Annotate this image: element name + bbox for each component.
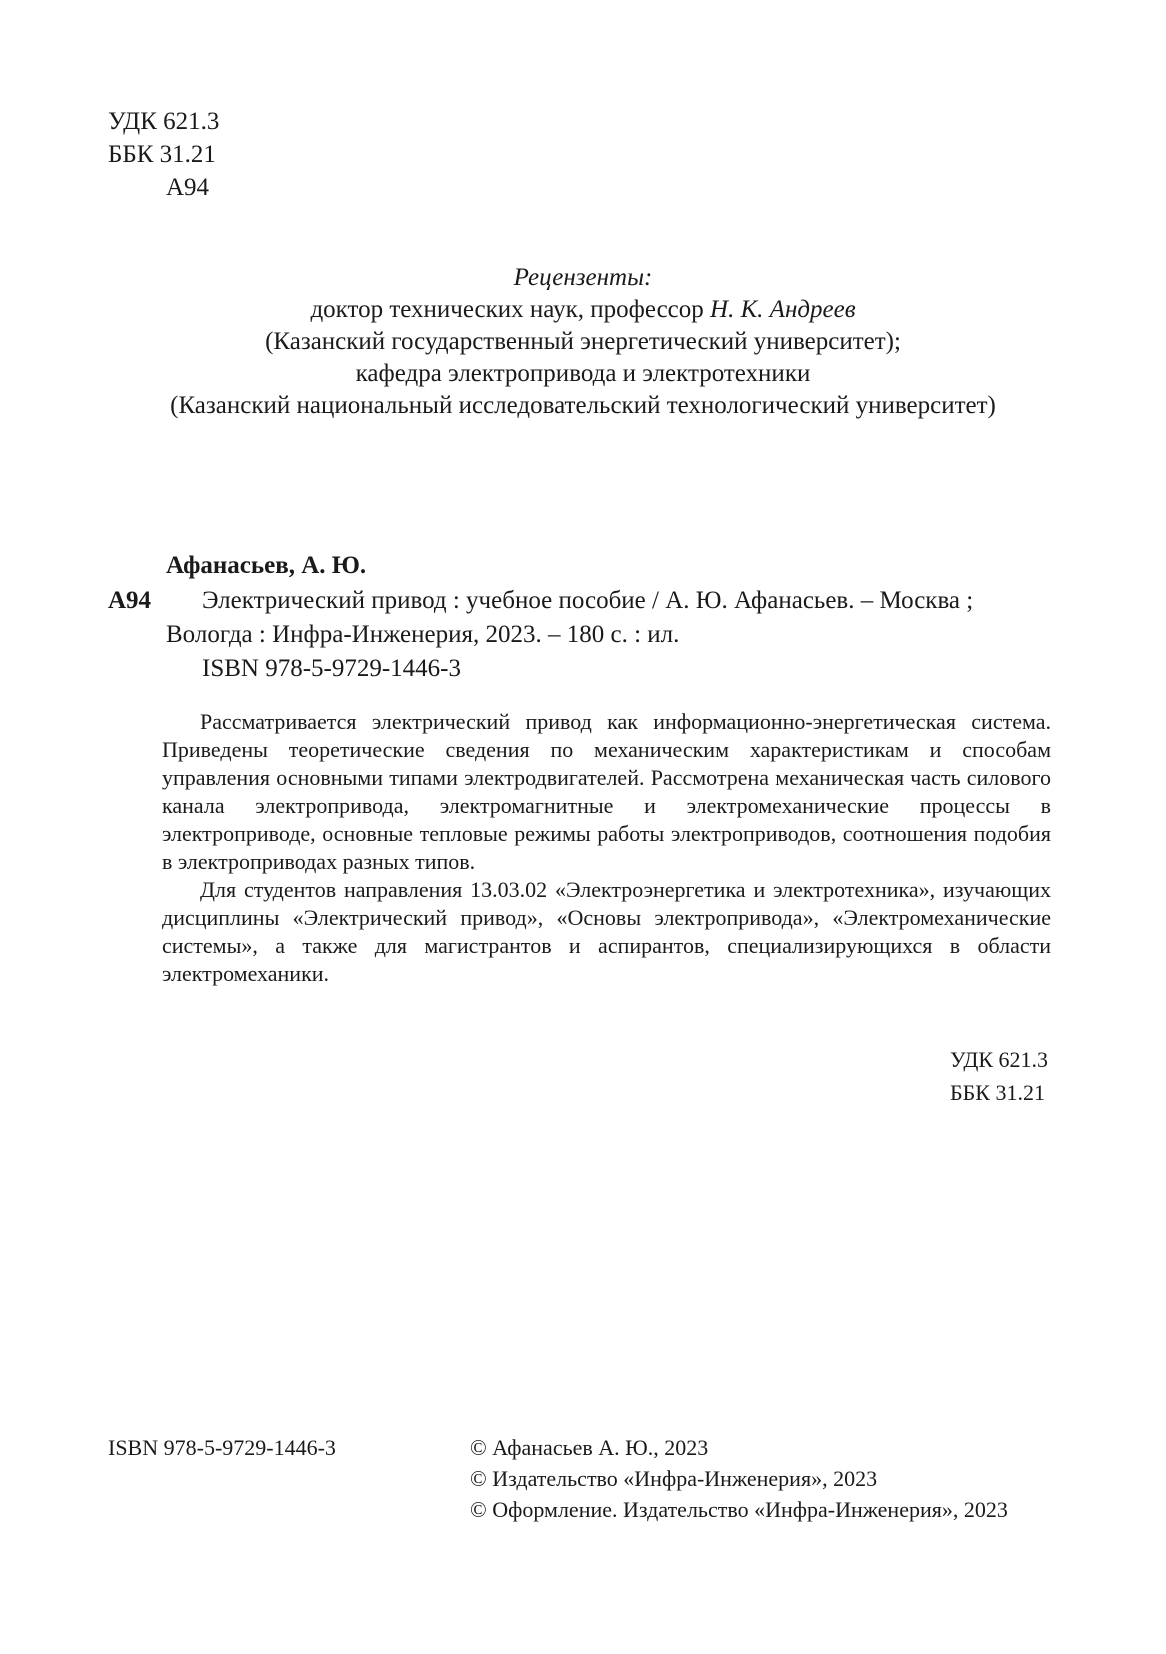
reviewers-block — [100, 262, 1066, 422]
author-mark: А94 — [166, 174, 210, 201]
reviewer-line-4: (Казанский национальный исследовательский технологический университет) — [170, 392, 996, 419]
bbk-code-right: ББК 31.21 — [950, 1080, 1045, 1105]
annotation-paragraph-1: Рассматривается электрический привод как информационно-энергетическая система. Приведены теоретические сведения по механическим характеристикам и способам управления основными типами электродвигателей. Рассмотрена механическая часть силового канала электропривода, электромагнитные и электромеханические процессы в электроприводе, основные тепловые режимы работы электроприводов, соотношения подобия в электроприводах разных типов. — [162, 709, 1051, 874]
annotation-paragraph-2: Для студентов направления 13.03.02 «Электроэнергетика и электротехника», изучающих дисциплины «Электрический привод», «Основы электропривода», «Электромеханические системы», а также для магистрантов и аспирантов, специализирующихся в области электромеханики. — [162, 877, 1051, 986]
bbk-code: ББК 31.21 — [108, 141, 216, 168]
bib-line-2: Вологда : Инфра-Инженерия, 2023. – 180 с. : ил. — [166, 621, 680, 648]
footer-isbn: ISBN 978-5-9729-1446-3 — [108, 1435, 336, 1460]
bib-isbn: ISBN 978-5-9729-1446-3 — [202, 655, 462, 682]
udk-code-right: УДК 621.3 — [950, 1047, 1049, 1072]
author-heading: Афанасьев, А. Ю. — [166, 552, 367, 579]
reviewer-name: Н. К. Андреев — [710, 296, 856, 323]
bib-mark: А94 — [108, 587, 152, 614]
copyright-publisher: © Издательство «Инфра-Инженерия», 2023 — [470, 1466, 878, 1491]
reviewer-degree: доктор технических наук, профессор — [310, 296, 711, 323]
reviewers-title: Рецензенты: — [513, 264, 653, 291]
reviewer-line-3: кафедра электропривода и электротехники — [355, 360, 811, 387]
bib-line-1: Электрический привод : учебное пособие / А. Ю. Афанасьев. – Москва ; — [202, 587, 974, 614]
reviewer-line-1 — [100, 294, 1066, 326]
reviewer-line-2: (Казанский государственный энергетический университет); — [265, 328, 901, 355]
copyright-design: © Оформление. Издательство «Инфра-Инженерия», 2023 — [470, 1497, 1008, 1522]
copyright-author: © Афанасьев А. Ю., 2023 — [470, 1435, 709, 1460]
udk-code: УДК 621.3 — [108, 108, 220, 135]
annotation — [162, 708, 1051, 988]
